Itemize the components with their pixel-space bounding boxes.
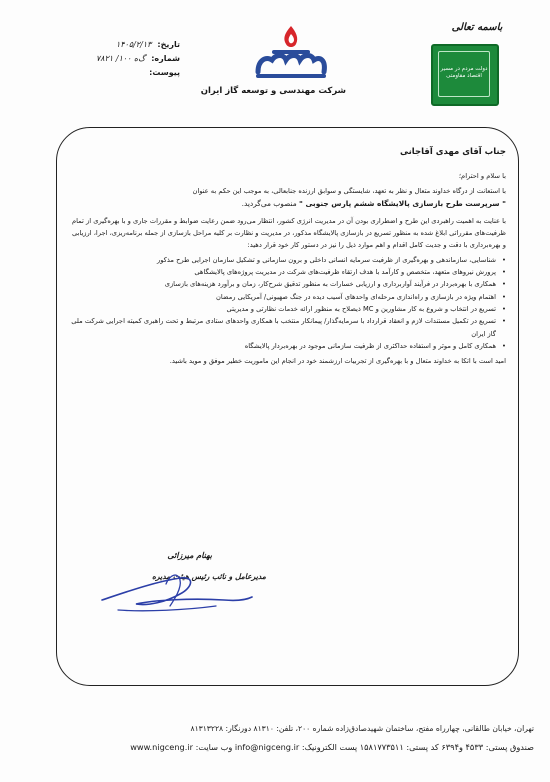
- letter-footer: [18, 720, 534, 756]
- list-item: • اهتمام ویژه در بازسازی و راه‌اندازی مرحله‌ای واحدهای آسیب دیده در جنگ صهیونی/ آمریکایی رمضان: [215, 292, 506, 301]
- signatory-title: مدیرعامل و نائب رئیس هیئت مدیره: [151, 572, 266, 581]
- attachment-label: پیوست:: [149, 68, 180, 77]
- date-label: تاریخ:: [157, 40, 180, 49]
- list-item: • همکاری با بهره‌بردار در فرآیند آواربرداری و ارزیابی خسارات به منظور تدقیق شرح‌کار، زمان و برآورد هزینه‌های بازسازی: [164, 280, 506, 289]
- greeting: با سلام و احترام؛: [458, 172, 506, 180]
- list-item: • همکاری کامل و موثر و استفاده حداکثری از ظرفیت سازمانی موجود در بهره‌بردار پالایشگاه: [244, 341, 506, 350]
- intro-paragraph: با استعانت از درگاه خداوند متعال و نظر به تعهد، شایستگی و سوابق ارزنده جنابعالی، به موجب این حکم به عنوان: [192, 187, 506, 196]
- flame-logo-icon: [236, 24, 346, 86]
- list-item: • پرورش نیروهای متعهد، متخصص و کارآمد با هدف ارتقاء ظرفیت‌های شرکت در مدیریت پروژه‌های پالایشگاهی: [194, 268, 506, 277]
- footer-contact: صندوق پستی: ۴۵۳۳ و۶۳۹۴ کد پستی: ۱۵۸۱۷۷۳۵۱۱ پست الکترونیک: info@nigceng.ir وب سایت: www.nigceng.ir: [130, 742, 534, 752]
- company-logo: [200, 24, 346, 102]
- company-name: شرکت مهندسی و توسعه گاز ایران: [200, 86, 346, 96]
- bismillah-heading: باسمه تعالی: [451, 22, 503, 33]
- list-item: • تسریع در انتخاب و شروع به کار مشاورین و MC ذیصلاح به منظور ارائه خدمات نظارتی و مدیریتی: [226, 304, 506, 313]
- letter-body: [70, 147, 506, 367]
- list-item: • تسریع در تکمیل مستندات لازم و انعقاد قرارداد با سرمایه‌گذار/ پیمانکار منتخب با همکاری واحدهای ستادی مرتبط و تحت راهبری کمیته اجرایی شرکت ملی گاز ایران: [71, 317, 506, 338]
- number-label: شماره:: [151, 54, 180, 63]
- list-item: • شناسایی، سازماندهی و بهره‌گیری از ظرفیت سرمایه انسانی داخلی و برون سازمانی و تشکیل سازمان اجرایی طرح مذکور: [157, 255, 506, 264]
- duties-list: [70, 254, 506, 352]
- appointment-title: [70, 198, 506, 210]
- body-paragraph: با عنایت به اهمیت راهبردی این طرح و اضطراری بودن آن در مدیریت انرژی کشور، انتظار می‌رود ضمن رعایت ضوابط و مقررات جاری و با بهره‌گیری از تمام ظرفیت‌های مقرراتی ابلاغ شده به منظور تسریع در بازسازی پالایشگاه مذکور، در مدیریت و نظارت بر کلیه مراحل بازسازی از جمله برنامه‌ریزی، اجرا، ارزیابی و بهره‌برداری با دقت و جدیت کامل اقدام و اهم موارد ذیل را نیز در دستور کار خود قرار دهید:: [71, 216, 506, 250]
- emblem-text: دولت مردم در مسیر اقتصاد مقاومتی: [440, 66, 488, 79]
- footer-address: تهران، خیابان طالقانی، چهارراه مفتح، ساختمان شهیدصادق‌زاده شماره ۲۰۰، تلفن: ۸۱۳۱۰ دورنگار: ۸۱۳۱۳۲۲۸: [190, 724, 534, 733]
- appointment-title-text: " سرپرست طرح بازسازی پالایشگاه ششم پارس جنوبی ": [299, 198, 506, 208]
- number-value: گ‌ه ۱۰۰/ ۷۸۲۱: [96, 54, 146, 63]
- appointment-suffix: منصوب می‌گردید.: [241, 198, 300, 208]
- letter-meta: [70, 38, 180, 80]
- handwritten-signature-icon: [96, 570, 256, 618]
- recipient: جناب آقای مهدی آقاجانی: [399, 147, 506, 157]
- closing-paragraph: امید است با اتکا به خداوند متعال و با بهره‌گیری از تجربیات ارزشمند خود در انجام این ماموریت خطیر موفق و موید باشید.: [169, 357, 506, 366]
- slogan-emblem-icon: [431, 44, 499, 106]
- signatory-name: بهنام میرزائی: [167, 550, 212, 560]
- date-value: ۱۴۰۵/۲/۱۳: [115, 40, 152, 49]
